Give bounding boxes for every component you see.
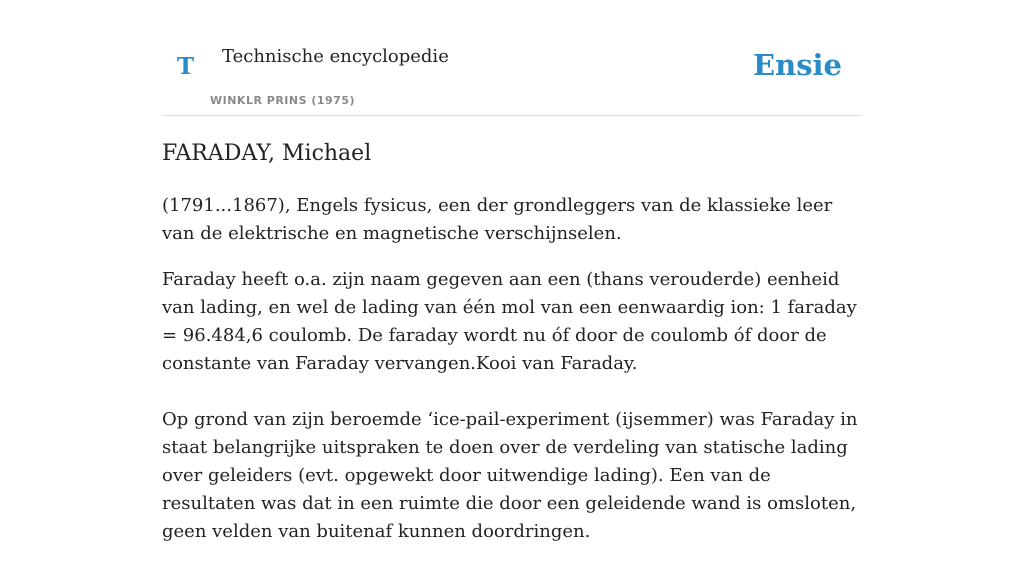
- source-title-link[interactable]: Technische encyclopedie: [222, 46, 449, 67]
- source-logo-icon[interactable]: T: [177, 53, 195, 80]
- article-paragraph: Faraday heeft o.a. zijn naam gegeven aan een (thans verouderde) eenheid van lading, en wel de lading van één mol van een eenwaardig ion: 1 faraday = 96.484,6 coulomb. De faraday wordt nu óf door de coulomb óf door de constante van Faraday vervangen.Kooi van Faraday. Op grond van zijn beroemde ‘ice-pail-experiment (ijsemmer) was Faraday in staat belangrijke uitspraken te doen over de verdeling van statische lading over geleiders (evt. opgewekt door uitwendige lading). Een van de resultaten was dat in een ruimte die door een geleidende wand is omsloten, geen velden van buitenaf kunnen doordringen.: [162, 268, 858, 542]
- header: [162, 0, 862, 116]
- article: [162, 139, 862, 564]
- brand-logo-link[interactable]: Ensie: [753, 48, 842, 82]
- article-paragraph: (1791...1867), Engels fysicus, een der grondleggers van de klassieke leer van de elektrische en magnetische verschijnselen.: [162, 194, 833, 244]
- article-title: FARADAY, Michael: [162, 141, 372, 166]
- source-subtitle: WINKLR PRINS (1975): [210, 94, 356, 107]
